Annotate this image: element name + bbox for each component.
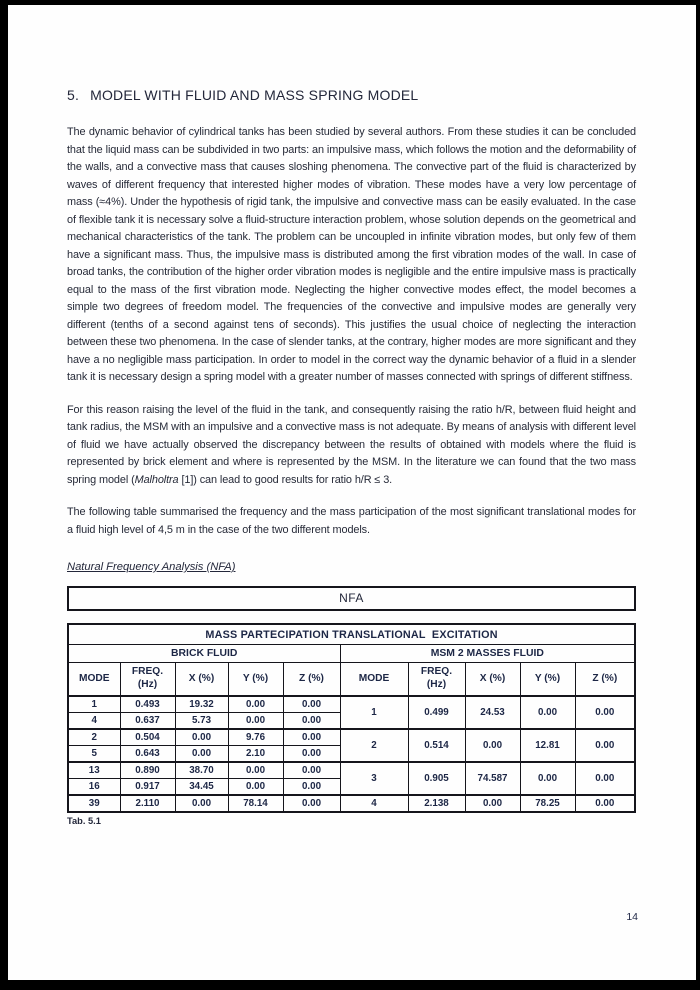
table-cell: 3 bbox=[340, 762, 408, 795]
table-cell: 0.00 bbox=[283, 713, 340, 730]
document-page bbox=[8, 5, 696, 980]
col-header-freq-line1: FREQ. bbox=[131, 666, 164, 678]
table-cell: 5 bbox=[68, 746, 120, 763]
table-cell: 0.00 bbox=[520, 696, 575, 729]
table-cell: 19.32 bbox=[175, 696, 228, 713]
table-cell: 0.00 bbox=[575, 696, 635, 729]
table-cell: 2.110 bbox=[120, 795, 175, 812]
table-cell: 0.00 bbox=[283, 696, 340, 713]
table-cell: 2 bbox=[340, 729, 408, 762]
table-title: MASS PARTECIPATION TRANSLATIONAL EXCITATION bbox=[68, 624, 635, 645]
table-group-row bbox=[68, 645, 635, 663]
page-content bbox=[8, 5, 696, 826]
table-cell: 0.00 bbox=[283, 746, 340, 763]
table-caption: Tab. 5.1 bbox=[67, 816, 101, 826]
table-cell: 24.53 bbox=[465, 696, 520, 729]
table-cell: 0.00 bbox=[283, 795, 340, 812]
col-header-freq bbox=[408, 663, 465, 697]
table-cell: 4 bbox=[340, 795, 408, 812]
mass-participation-table bbox=[67, 623, 636, 813]
table-cell: 0.499 bbox=[408, 696, 465, 729]
table-cell: 0.643 bbox=[120, 746, 175, 763]
table-cell: 0.493 bbox=[120, 696, 175, 713]
col-header-z: Z (%) bbox=[575, 663, 635, 697]
table-cell: 0.00 bbox=[575, 762, 635, 795]
table-cell: 74.587 bbox=[465, 762, 520, 795]
table-cell: 0.00 bbox=[283, 729, 340, 746]
table-cell: 78.25 bbox=[520, 795, 575, 812]
table-header-row bbox=[68, 663, 635, 697]
section-number: 5. bbox=[67, 87, 80, 103]
section-heading bbox=[67, 87, 636, 103]
table-cell: 0.00 bbox=[228, 779, 283, 796]
col-header-freq bbox=[120, 663, 175, 697]
table-row bbox=[68, 762, 635, 779]
table-row bbox=[68, 696, 635, 713]
paragraph-2-text: For this reason raising the level of the fluid in the tank, and consequently raising the ratio h/R, between fluid height and tank radius, the MSM with an impulsive and a convective mass is not adequate. By means of analysis with different level of fluid we have actually observed the discrepancy between the results of obtained with models where the fluid is represented by brick element and where is represented by the MSM. In the literature we can found that the two mass spring model ( bbox=[67, 403, 636, 486]
table-cell: 0.00 bbox=[228, 713, 283, 730]
nfa-box: NFA bbox=[67, 586, 636, 611]
table-cell: 0.00 bbox=[175, 729, 228, 746]
table-cell: 0.00 bbox=[575, 729, 635, 762]
table-cell: 0.00 bbox=[575, 795, 635, 812]
table-cell: 0.00 bbox=[283, 779, 340, 796]
table-cell: 1 bbox=[68, 696, 120, 713]
col-header-x: X (%) bbox=[465, 663, 520, 697]
table-cell: 4 bbox=[68, 713, 120, 730]
col-header-z: Z (%) bbox=[283, 663, 340, 697]
table-cell: 16 bbox=[68, 779, 120, 796]
col-header-x: X (%) bbox=[175, 663, 228, 697]
table-cell: 0.637 bbox=[120, 713, 175, 730]
table-cell: 2.138 bbox=[408, 795, 465, 812]
table-cell: 5.73 bbox=[175, 713, 228, 730]
paragraph-3: The following table summarised the frequency and the mass participation of the most significant translational modes for a fluid high level of 4,5 m in the case of the two different models. bbox=[67, 506, 636, 536]
col-header-y: Y (%) bbox=[228, 663, 283, 697]
col-header-mode: MODE bbox=[68, 663, 120, 697]
col-header-freq-line2: (Hz) bbox=[426, 679, 447, 690]
table-row bbox=[68, 729, 635, 746]
table-cell: 0.00 bbox=[283, 762, 340, 779]
reference-author: Malholtra bbox=[134, 473, 179, 486]
analysis-label: Natural Frequency Analysis (NFA) bbox=[67, 561, 236, 573]
table-title-row bbox=[68, 624, 635, 645]
table-cell: 0.905 bbox=[408, 762, 465, 795]
table-cell: 9.76 bbox=[228, 729, 283, 746]
table-cell: 0.00 bbox=[175, 795, 228, 812]
table-cell: 0.514 bbox=[408, 729, 465, 762]
col-header-mode: MODE bbox=[340, 663, 408, 697]
table-cell: 12.81 bbox=[520, 729, 575, 762]
table-cell: 0.890 bbox=[120, 762, 175, 779]
col-header-freq-line1: FREQ. bbox=[420, 666, 453, 678]
col-header-y: Y (%) bbox=[520, 663, 575, 697]
section-title: MODEL WITH FLUID AND MASS SPRING MODEL bbox=[90, 87, 419, 103]
paragraph-2 bbox=[67, 402, 636, 490]
table-cell: 78.14 bbox=[228, 795, 283, 812]
col-header-freq-line2: (Hz) bbox=[137, 679, 158, 690]
table-cell: 0.504 bbox=[120, 729, 175, 746]
group-header-brick: BRICK FLUID bbox=[68, 645, 340, 663]
table-cell: 0.00 bbox=[228, 696, 283, 713]
table-cell: 34.45 bbox=[175, 779, 228, 796]
table-cell: 0.00 bbox=[175, 746, 228, 763]
table-cell: 2 bbox=[68, 729, 120, 746]
paragraph-1: The dynamic behavior of cylindrical tanks has been studied by several authors. From these studies it can be concluded that the liquid mass can be subdivided in two parts: an impulsive mass, which follows the motion and the deformability of the walls, and a convective mass that causes sloshing phenomena. The convective part of the fluid is characterized by waves of different frequency that interested higher modes of vibration. These modes have a very low percentage of mass (≈4%). Under the hypothesis of rigid tank, the impulsive and convective mass can be easily evaluated. In the case of flexible tank it is necessary solve a fluid-structure interaction problem, whose solution depends on the geometrical and mechanical characteristics of the tank. The problem can be uncoupled in infinite vibration modes, but only few of them have a significant mass. Thus, the impulsive mass is distributed among the first vibration modes of the wall. In case of broad tanks, the contribution of the higher order vibration modes is negligible and the entire impulsive mass is practically equal to the mass of the first vibration mode. Neglecting the higher convective modes effect, the model becomes a simple two degrees of freedom model. The frequencies of the convective and impulsive modes are generally very different (tenths of a second against tens of seconds). This justifies the usual choice of neglecting the interaction between these two phenomena. In the case of slender tanks, at the contrary, higher modes are more significant and they have a no negligible mass participation. In order to model in the correct way the dynamic behavior of a fluid in a slender tank it is necessary design a spring model with a greater number of masses connected with springs of different stiffness. bbox=[67, 126, 636, 383]
paragraph-2-tail: [1]) can lead to good results for ratio h/R ≤ 3. bbox=[178, 473, 393, 486]
table-cell: 13 bbox=[68, 762, 120, 779]
group-header-msm: MSM 2 MASSES FLUID bbox=[340, 645, 635, 663]
table-cell: 1 bbox=[340, 696, 408, 729]
table-cell: 0.00 bbox=[465, 729, 520, 762]
table-cell: 0.917 bbox=[120, 779, 175, 796]
table-cell: 2.10 bbox=[228, 746, 283, 763]
table-row bbox=[68, 795, 635, 812]
table-cell: 0.00 bbox=[520, 762, 575, 795]
table-cell: 38.70 bbox=[175, 762, 228, 779]
page-number: 14 bbox=[626, 911, 638, 923]
table-cell: 0.00 bbox=[465, 795, 520, 812]
table-cell: 39 bbox=[68, 795, 120, 812]
table-cell: 0.00 bbox=[228, 762, 283, 779]
